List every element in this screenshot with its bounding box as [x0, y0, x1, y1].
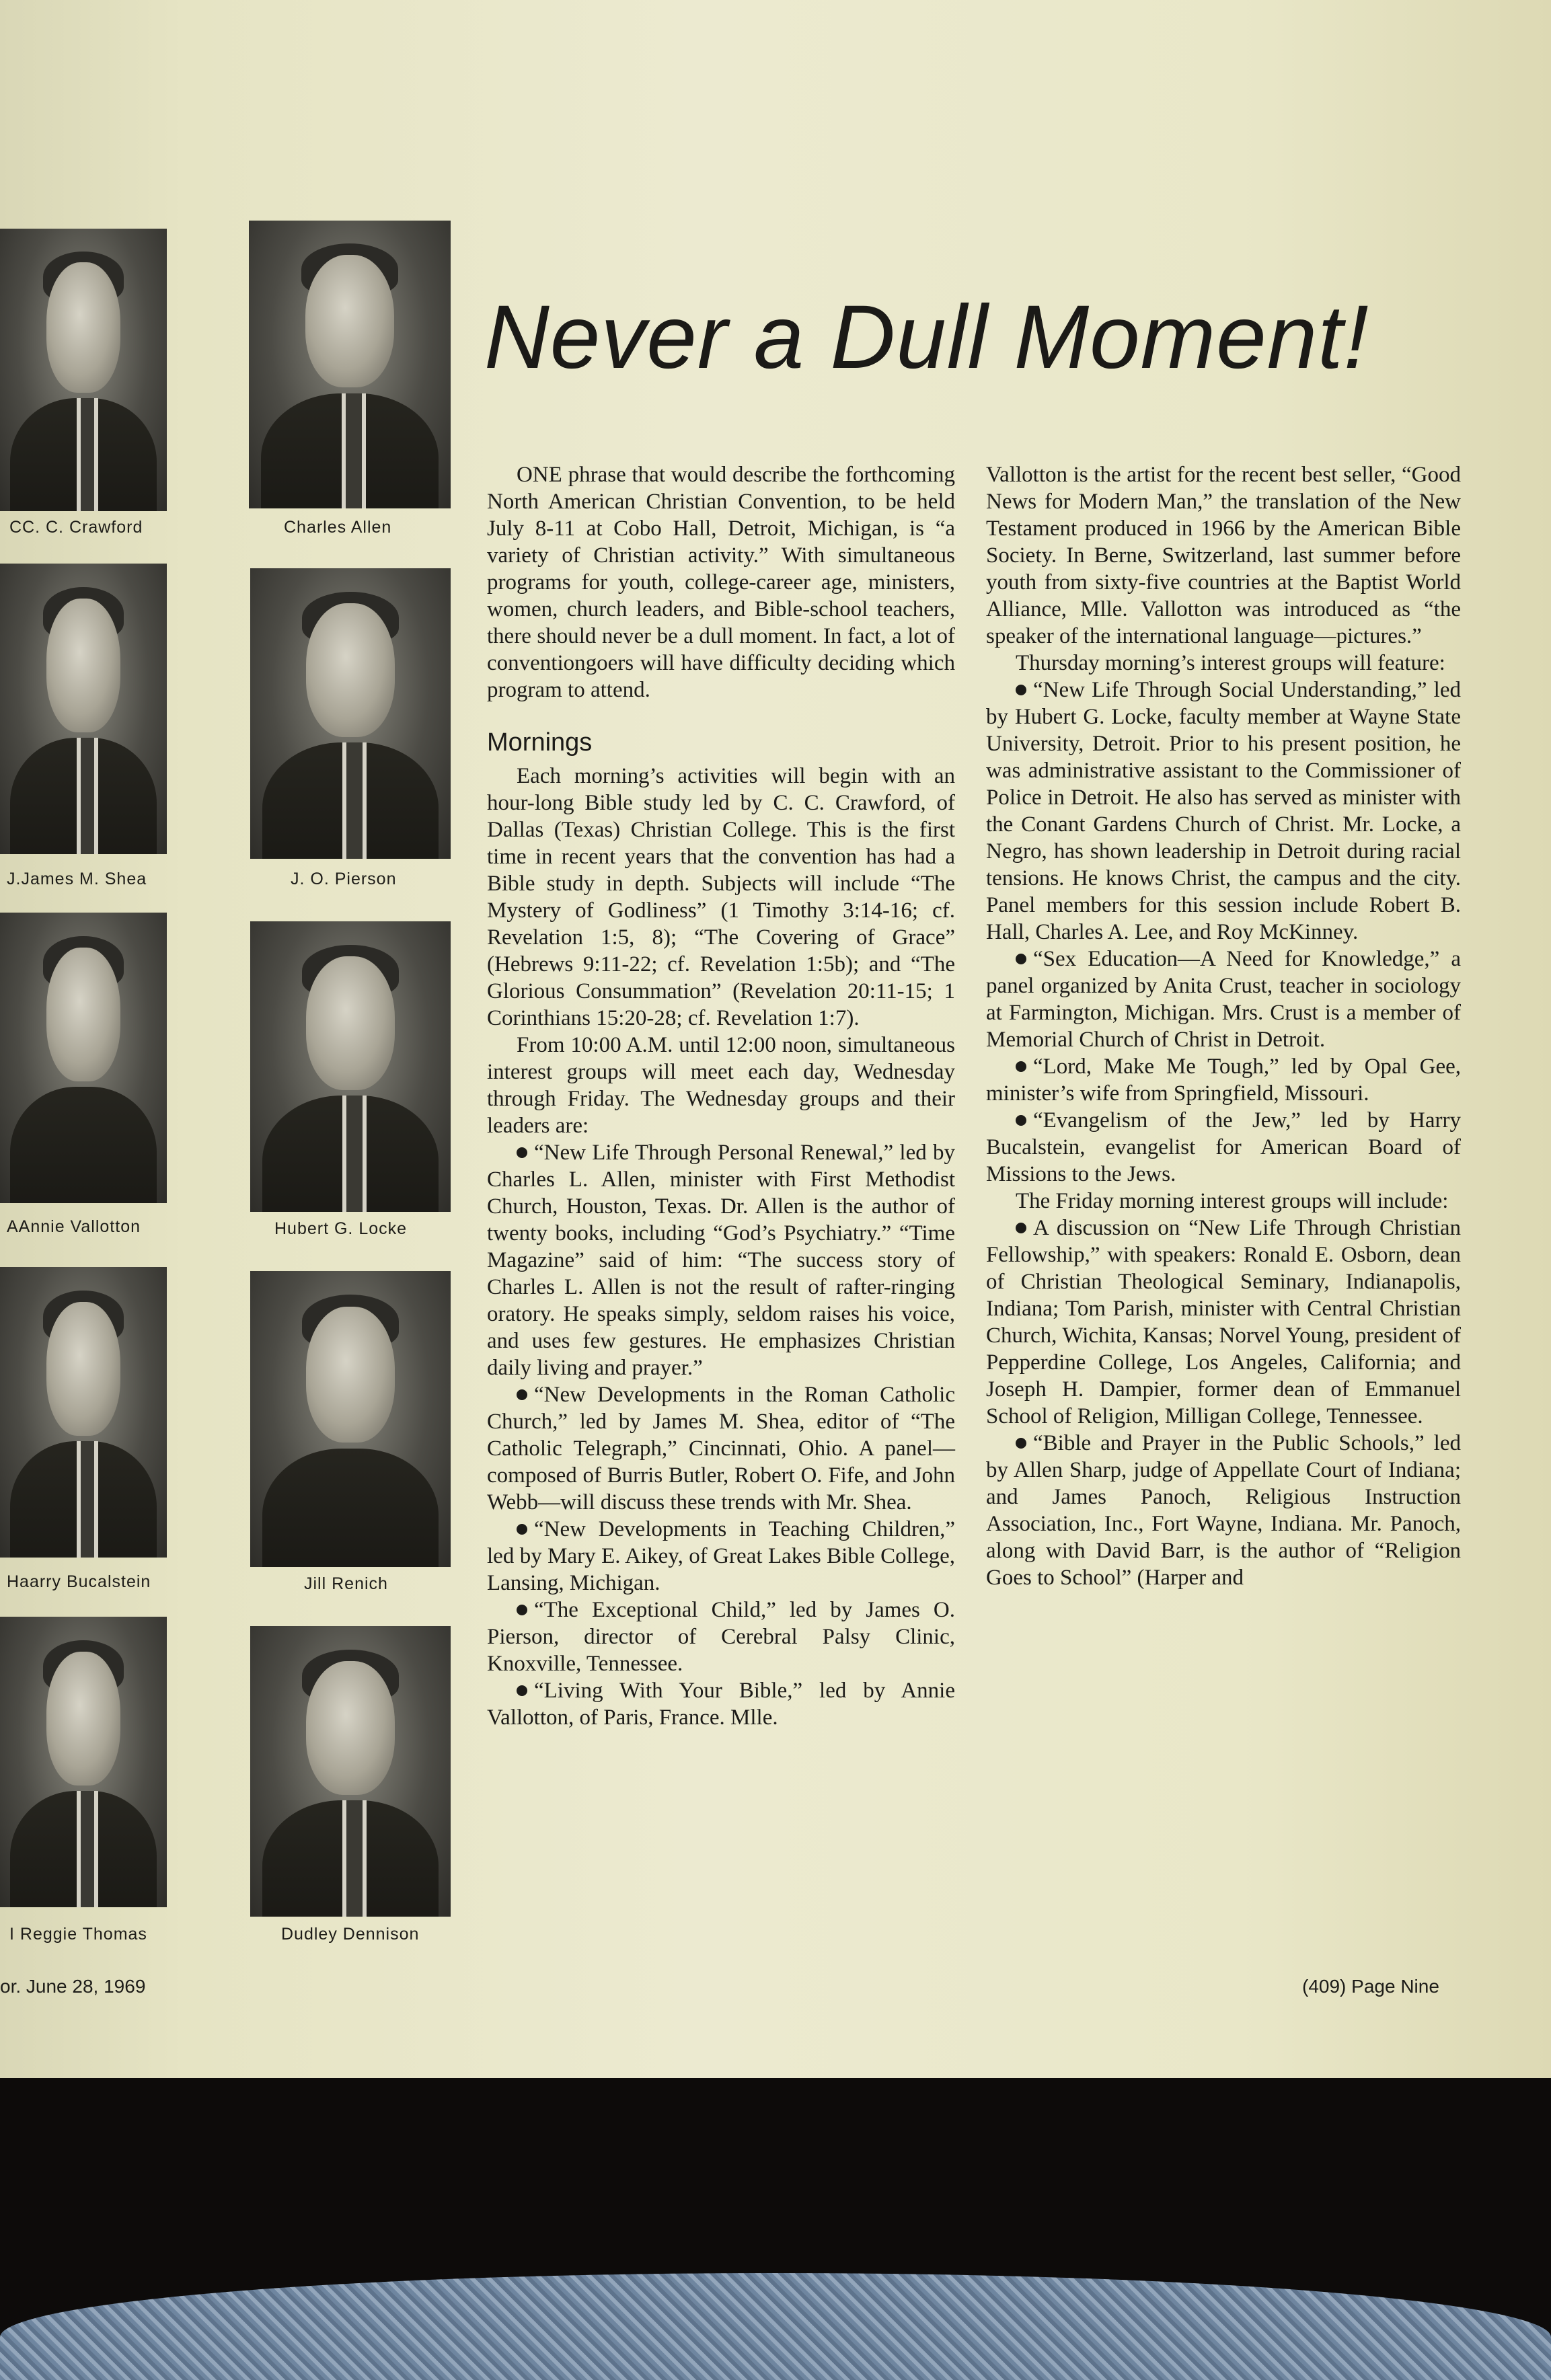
bullet-icon — [1016, 1223, 1026, 1233]
bullet-icon — [517, 1685, 527, 1696]
bullet-icon — [517, 1147, 527, 1158]
portrait-photo-thomas — [0, 1617, 167, 1907]
intro-paragraph: ONE phrase that would describe the forthcoming North American Christian Convention, to be held July 8-11 at Cobo Hall, Detroit, Michigan, is “a variety of Christian activity.” With simultaneous programs for youth, college-career age, ministers, women, church leaders, and Bible-school teachers, there should never be a dull moment. In fact, a lot of conventiongoers will have difficulty deciding which program to attend. — [487, 463, 955, 702]
bullet-item: “The Exceptional Child,” led by James O. Pierson, director of Cerebral Palsy Clinic, Knoxville, Tennessee. — [487, 1598, 955, 1676]
portrait-caption: Dudley Dennison — [281, 1925, 420, 1944]
portrait-caption: AAnnie Vallotton — [7, 1217, 141, 1236]
portrait-photo-bucalstein — [0, 1267, 167, 1558]
footer-page-number: (409) Page Nine — [1302, 1976, 1439, 1997]
portrait-caption: Haarry Bucalstein — [7, 1572, 151, 1591]
bullet-icon — [1016, 1115, 1026, 1126]
portrait-caption: CC. C. Crawford — [9, 518, 143, 537]
portrait-photo-locke — [250, 921, 451, 1212]
paragraph: Thursday morning’s interest groups will feature: — [1016, 651, 1445, 675]
portrait-caption: J.James M. Shea — [7, 870, 147, 888]
bullet-icon — [1016, 1061, 1026, 1072]
portrait-caption: J. O. Pierson — [291, 870, 397, 888]
portrait-photo-shea — [0, 564, 167, 854]
bullet-icon — [1016, 685, 1026, 695]
article-column-1 — [487, 461, 955, 1731]
bullet-icon — [517, 1524, 527, 1535]
portrait-photo-renich — [250, 1271, 451, 1567]
paragraph: The Friday morning interest groups will include: — [1016, 1189, 1449, 1213]
portrait-photo-vallotton — [0, 913, 167, 1203]
bullet-icon — [1016, 1438, 1026, 1449]
paragraph: From 10:00 A.M. until 12:00 noon, simultaneous interest groups will meet each day, Wednesday through Friday. The Wednesday groups and their leaders are: — [487, 1033, 955, 1138]
portrait-caption: Jill Renich — [304, 1574, 388, 1593]
bullet-item: “New Developments in the Roman Catholic Church,” led by James M. Shea, editor of “The Catholic Telegraph,” Cincinnati, Ohio. A panel—composed of Burris Butler, Robert O. Fife, and John Webb—will discuss these trends with Mr. Shea. — [487, 1383, 955, 1514]
portrait-photo-dennison — [250, 1626, 451, 1917]
bullet-item: “New Life Through Personal Renewal,” led by Charles L. Allen, minister with First Methodist Church, Houston, Texas. Dr. Allen is the author of twenty books, including “God’s Psychiatry.” “Time Magazine” said of him: “The success story of Charles L. Allen is not the result of rafter-ringing oratory. He speaks simply, seldom raises his voice, and uses few gestures. He emphasizes Christian daily living and prayer.” — [487, 1141, 955, 1380]
bullet-item: “Living With Your Bible,” led by Annie Vallotton, of Paris, France. Mlle. — [487, 1679, 955, 1730]
bullet-item: “New Developments in Teaching Children,” led by Mary E. Aikey, of Great Lakes Bible College, Lansing, Michigan. — [487, 1517, 955, 1595]
article-title: Never a Dull Moment! — [484, 287, 1369, 387]
portrait-caption: Hubert G. Locke — [274, 1219, 408, 1238]
portrait-caption: I Reggie Thomas — [9, 1925, 147, 1944]
bullet-item: A discussion on “New Life Through Christian Fellowship,” with speakers: Ronald E. Osborn, dean of Christian Theological Seminary, Indianapolis, Indiana; Tom Parish, minister with Central Christian Church, Wichita, Kansas; Norvel Young, president of Pepperdine College, Los Angeles, California; and Joseph H. Dampier, former dean of Emmanuel School of Religion, Milligan College, Tennessee. — [986, 1216, 1461, 1428]
bullet-item: “Lord, Make Me Tough,” led by Opal Gee, minister’s wife from Springfield, Missouri. — [986, 1054, 1461, 1106]
paragraph: Vallotton is the artist for the recent best seller, “Good News for Modern Man,” the translation of the New Testament produced in 1966 by the American Bible Society. In Berne, Switzerland, last summer before youth from sixty-five countries at the Baptist World Alliance, Mlle. Vallotton was introduced as “the speaker of the international language—pictures.” — [986, 463, 1461, 648]
portrait-photo-pierson — [250, 568, 451, 859]
bullet-icon — [1016, 954, 1026, 964]
section-heading: Mornings — [487, 728, 593, 757]
bullet-icon — [517, 1389, 527, 1400]
background-fabric — [0, 2273, 1551, 2380]
footer-date: or. June 28, 1969 — [0, 1976, 146, 1997]
portrait-photo-allen — [249, 221, 451, 508]
bullet-item: “Bible and Prayer in the Public Schools,” led by Allen Sharp, judge of Appellate Court of Indiana; and James Panoch, Religious Instruction Association, Inc., Fort Wayne, Indiana. Mr. Panoch, along with David Barr, is the author of “Religion Goes to School” (Harper and — [986, 1431, 1461, 1590]
article-column-2 — [986, 461, 1461, 1591]
bullet-item: “New Life Through Social Understanding,” led by Hubert G. Locke, faculty member at Wayne State University, Detroit. Prior to his present position, he was administrative assistant to the Commissioner of Police in Detroit. He also has served as minister with the Conant Gardens Church of Christ. Mr. Locke, a Negro, has shown leadership in Detroit during racial tensions. He knows Christ, the campus and the city. Panel members for this session include Robert B. Hall, Charles A. Lee, and Roy McKinney. — [986, 678, 1461, 944]
portrait-photo-crawford — [0, 229, 167, 511]
portrait-caption: Charles Allen — [284, 518, 392, 537]
bullet-item: “Sex Education—A Need for Knowledge,” a panel organized by Anita Crust, teacher in sociology at Farmington, Michigan. Mrs. Crust is a member of Memorial Church of Christ in Detroit. — [986, 947, 1461, 1052]
bullet-item: “Evangelism of the Jew,” led by Harry Bucalstein, evangelist for American Board of Missions to the Jews. — [986, 1108, 1461, 1186]
bullet-icon — [517, 1605, 527, 1615]
paragraph: Each morning’s activities will begin with an hour-long Bible study led by C. C. Crawford, of Dallas (Texas) Christian College. This is the first time in recent years that the convention has had a Bible study in depth. Subjects will include “The Mystery of Godliness” (1 Timothy 3:14-16; cf. Revelation 1:5, 8); “The Covering of Grace” (Hebrews 9:11-22; cf. Revelation 1:5b); and “The Glorious Consummation” (Revelation 20:11-15; 1 Corinthians 15:20-28; cf. Revelation 1:7). — [487, 764, 955, 1030]
